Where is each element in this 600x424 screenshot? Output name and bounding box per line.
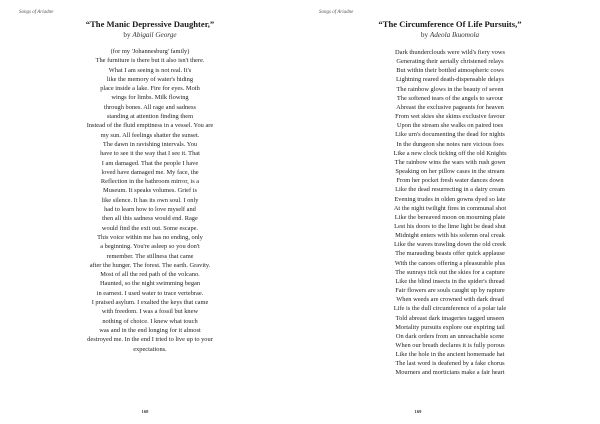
poem-line: Instead of the fluid emptiness in a vessel. You are <box>86 122 214 130</box>
poem-line: like silence. It has its own soul. I only <box>101 196 199 204</box>
poem-line: after the hunger. The forest. The earth. Gravity. <box>89 261 211 269</box>
poem-line: Like a new clock ticking off the old Knights <box>393 149 507 157</box>
poem-line: Lightning reared death-dispensable delays <box>395 76 505 84</box>
poem-line: What I am seeing is not real. It's <box>108 66 192 74</box>
poem-line: But within their bottled atmospheric cows <box>396 67 504 75</box>
poem-line: like the memory of water's hiding <box>106 75 194 83</box>
poem-line: standing at attention finding them <box>106 113 194 121</box>
poem-line: Dark thunderclouds were wild's fiery vows <box>395 49 505 56</box>
poem-line: Lest his doors to the lime light be dead shut <box>394 222 506 230</box>
by-label: by <box>123 31 131 39</box>
running-head: Songs of Ariadne <box>19 10 54 15</box>
poem-line: In the dungeon she notes rare vicious foes <box>396 140 504 148</box>
poem-body <box>300 48 600 378</box>
poem-line: Like urn's documenting the dead for nights <box>395 131 505 139</box>
poem-line: Like the dead resurrecting in a dairy cream <box>395 186 505 194</box>
poem-line: The dawn in ravishing intervals. You <box>102 140 198 148</box>
poem-line: my sun. All feelings shatter the sunset. <box>100 131 200 139</box>
poem-title: “The Manic Depressive Daughter,” <box>85 19 215 29</box>
poem-line: Midnight enters with his solemn oral creak <box>395 232 505 240</box>
poem-line: would find the exit out. Some escape. <box>101 224 199 232</box>
poem-line: This voice within me has no ending, only <box>97 233 203 241</box>
poem-line: The rainbow glows in the beauty of seven <box>396 85 504 93</box>
poem-line: At the night twilight fires in communal shot <box>393 204 507 212</box>
poem-line: Evening trudes in olden gowns dyed so late <box>394 195 506 203</box>
poem-line: I praised asylum. I exalted the keys that came <box>91 299 209 307</box>
poem-title: “The Circumference Of Life Pursuits,” <box>378 19 522 29</box>
page-number: 168 <box>141 409 149 414</box>
poem-line: then all this sadness would end. Rage <box>102 215 198 223</box>
poem-line: On dark orders from an unreachable scene <box>395 332 505 340</box>
poem-line: The marauding beasts offer quick applause <box>395 250 505 258</box>
poem-line: remember. The stillness that came <box>106 252 194 260</box>
poem-line: with freedom. I was a fossil but knew <box>101 308 199 316</box>
poem-line: a beginning. You're asleep so you don't <box>100 243 200 251</box>
right-page <box>300 0 600 424</box>
poem-line: Speaking on her pillow cases in the stream <box>395 168 505 176</box>
poem-line: have to see it the way that I see it. That <box>100 150 200 158</box>
poem-line: nothing of choice. I knew what touch <box>102 317 198 325</box>
poem-line: Like the waves trawling down the old creek <box>394 241 506 249</box>
page-number: 169 <box>414 409 422 414</box>
poem-line: loved have damaged me. My face, the <box>101 168 199 176</box>
poem-line: through bones. All rage and sadness <box>104 103 196 111</box>
running-head: Songs of Ariadne <box>319 10 354 15</box>
poem-line: Abreast the exclusive pageants for heaven <box>396 103 504 111</box>
poem-byline <box>0 31 300 39</box>
poem-line: Mortality pursuits explore our expiring tail <box>395 323 505 331</box>
poem-line: in earnest. I used water to trace vertebrae. <box>96 289 204 297</box>
poem-line: place inside a lake. Fire for eyes. Moth <box>100 85 200 93</box>
poem-line: Like the hole in the ancient homemade hat <box>395 351 505 359</box>
poem-line: Mourners and morticians make a fair heart <box>395 369 505 377</box>
poem-line: wings for limbs. Milk flowing <box>111 94 189 102</box>
poem-line: From wet skies she skims exclusive favour <box>395 113 505 121</box>
poem-line: Like the bereaved moon on mourning plate <box>394 213 506 221</box>
by-label: by <box>420 31 429 39</box>
poem-line: The last word is deafened by a fake chorus <box>395 360 505 368</box>
poem-line: Fair flowers are souls caught up by rapture <box>395 287 505 295</box>
poem-line: Museum. It speaks volumes. Grief is <box>103 187 197 195</box>
poem-line: The softened tears of the angels to savour <box>396 94 504 102</box>
poem-line: From her pocket fresh water dances down <box>396 177 504 185</box>
poem-line: destroyed me. In the end I tried to live up to your <box>87 336 213 344</box>
poem-line: had to learn how to love myself and <box>104 206 196 214</box>
poem-line: Reflection in the bathroom mirror, is a <box>100 178 200 186</box>
poem-line: (for my 'Johannesburg' family) <box>110 48 190 55</box>
poem-line: Upon the stream she walks on paired toes <box>396 122 504 130</box>
author-name: Abigail George <box>132 31 177 39</box>
poem-line: Haunted, so the night swimming began <box>99 280 201 288</box>
poem-line: was and in the end longing for it almost <box>99 326 201 334</box>
poem-line: Generating their aerially christened relays <box>396 58 504 66</box>
poem-line: When weeds are crowned with dark dread <box>396 296 504 304</box>
poem-line: The furniture is there but it also isn't there. <box>95 57 205 65</box>
poem-line: Most of all the red path of the volcano. <box>100 271 200 279</box>
author-name: Adeola Ikuomola <box>429 31 480 39</box>
poem-line: Told abreast dark imageries tagged unseen <box>395 314 505 322</box>
poem-line: I am damaged. That the people I have <box>101 159 199 167</box>
poem-byline <box>300 31 600 39</box>
poem-line: Like the blind insects in the spider's thread <box>395 277 505 285</box>
poem-line: The rainbow wins the wars with rush gown <box>394 158 506 166</box>
poem-body <box>0 47 300 354</box>
poem-line: The sunrays tick out the skies for a capture <box>395 268 505 276</box>
poem-line: With the canoes offering a pleasurable plus <box>394 259 506 267</box>
poem-line: Life is the dull circumference of a polar tale <box>393 305 507 313</box>
poem-line: When our breath declares it is fully porous <box>395 342 505 349</box>
poem-line: expectations. <box>133 345 167 353</box>
